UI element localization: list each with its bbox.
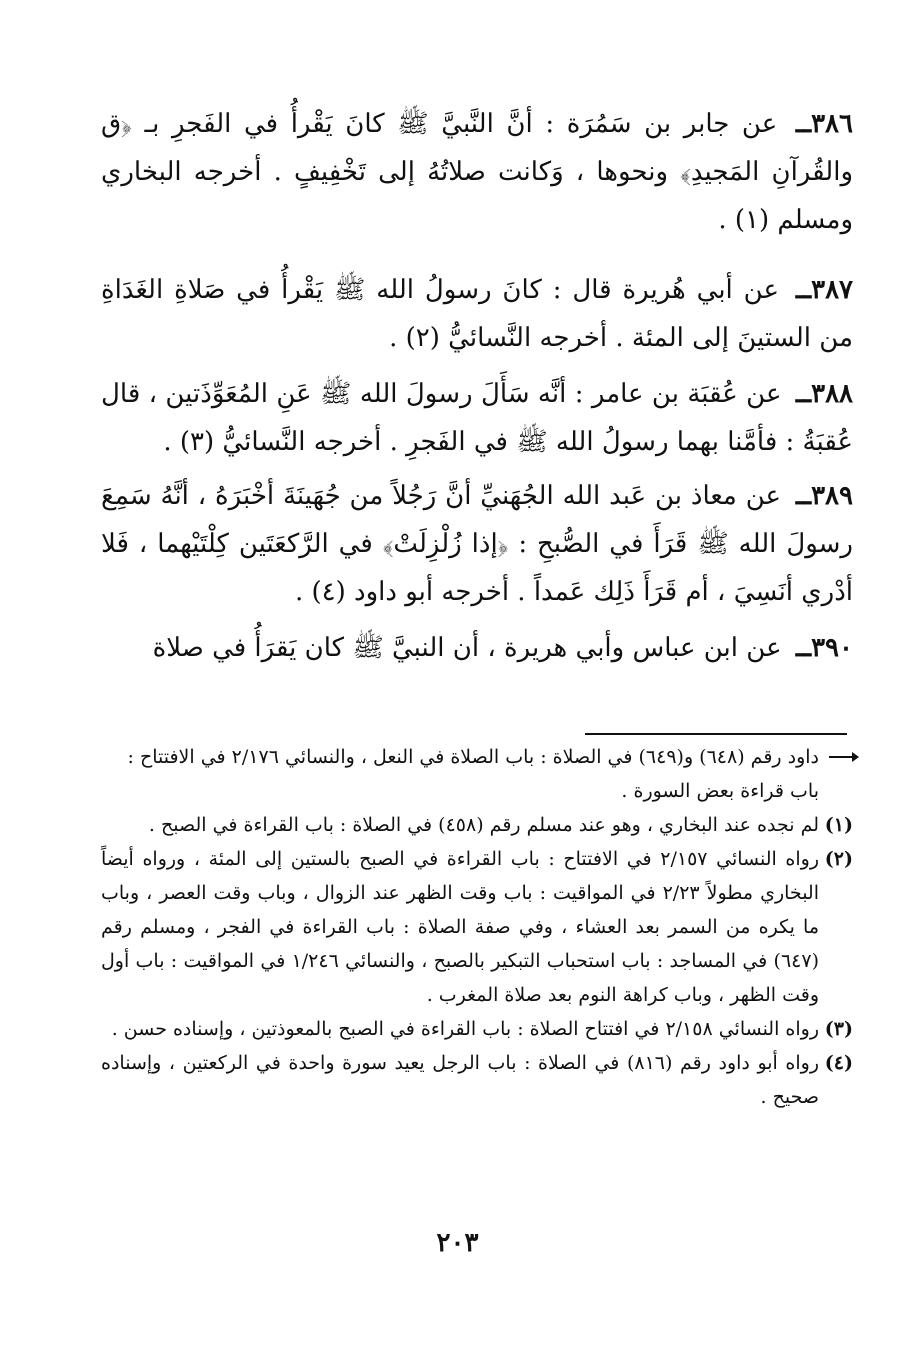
page-number: ٢٠٣ xyxy=(436,1228,479,1258)
hadith-number: ٣٩٠ــ xyxy=(795,633,853,663)
footnote-1 xyxy=(101,808,853,842)
footnote-marker: (٤) xyxy=(824,1052,853,1074)
footnote-marker: (٢) xyxy=(824,848,853,870)
hadith-text: عن معاذ بن عَبد الله الجُهَنيِّ أنَّ رَجُلاً من جُهَينَةَ أخْبَرَهُ ، أنَّهُ سَمِعَ رسولَ الله ﷺ قَرَأَ في الصُّبحِ : ﴿إذا زُلْزِلَتْ﴾ في الرَّكعَتَين كِلْتَيْهما ، فَلا أدْري أنَسِيَ ، أم قَرَأَ ذَلِك عَمداً . أخرجه أبو داود (٤) . xyxy=(101,481,853,607)
footnote-2 xyxy=(101,842,853,1012)
footnote-continuation xyxy=(101,740,853,808)
hadith-number: ٣٨٦ــ xyxy=(795,109,853,139)
footnote-marker: (١) xyxy=(824,814,853,836)
hadith-number: ٣٨٨ــ xyxy=(795,379,854,409)
footnote-4 xyxy=(101,1046,853,1114)
hadith-390 xyxy=(101,624,853,672)
footnote-text: رواه النسائي ٢/١٥٨ في افتتاح الصلاة : باب القراءة في الصبح بالمعوذتين ، وإسناده حسن . xyxy=(111,1018,819,1040)
footnote-text: رواه النسائي ٢/١٥٧ في الافتتاح : باب القراءة في الصبح بالستين إلى المئة ، ورواه أيضاً البخاري مطولاً ٢/٢٣ في المواقيت : باب وقت الظهر عند الزوال ، وباب وقت العصر ، وباب ما يكره من السمر بعد العشاء ، وفي صفة الصلاة : باب القراءة في الفجر ، ومسلم رقم (٦٤٧) في المساجد : باب استحباب التبكير بالصبح ، والنسائي ١/٢٤٦ في المواقيت : باب أول وقت الظهر ، وباب كراهة النوم بعد صلاة المغرب . xyxy=(101,848,820,1006)
hadith-text: عن عُقبَة بن عامر : أنَّه سَأَلَ رسولَ الله ﷺ عَنِ المُعَوِّذَتين ، قال عُقبَةُ : فأمَّنا بهما رسولُ الله ﷺ في الفَجرِ . أخرجه النَّسائيُّ (٣) . xyxy=(101,379,853,457)
continuation-arrow-icon xyxy=(829,756,853,758)
hadith-text: عن أبي هُريرة قال : كانَ رسولُ الله ﷺ يَقْرأُ في صَلاةِ الغَدَاةِ من الستينَ إلى المئة . أخرجه النَّسائيُّ (٢) . xyxy=(101,275,853,353)
footnote-text: لم نجده عند البخاري ، وهو عند مسلم رقم (٤٥٨) في الصلاة : باب القراءة في الصبح . xyxy=(148,814,819,836)
hadith-386 xyxy=(101,100,853,244)
hadith-text: عن ابن عباس وأبي هريرة ، أن النبيَّ ﷺ كان يَقرَأُ في صلاة xyxy=(152,633,782,663)
hadith-387 xyxy=(101,266,853,362)
footnote-divider xyxy=(585,733,847,735)
footnote-text: رواه أبو داود رقم (٨١٦) في الصلاة : باب الرجل يعيد سورة واحدة في الركعتين ، وإسناده صحيح . xyxy=(101,1052,819,1108)
hadith-388 xyxy=(101,370,853,466)
footnote-text: داود رقم (٦٤٨) و(٦٤٩) في الصلاة : باب الصلاة في النعل ، والنسائي ٢/١٧٦ في الافتتاح : باب قراءة بعض السورة . xyxy=(127,746,819,802)
footnotes xyxy=(101,740,853,1114)
hadith-389 xyxy=(101,472,853,616)
hadith-text: عن جابر بن سَمُرَة : أنَّ النَّبيَّ ﷺ كانَ يَقْرأُ في الفَجرِ بـ ﴿ق والقُرآنِ المَجيدِ﴾ ونحوها ، وَكانت صلاتُهُ إلى تَخْفِيفٍ . أخرجه البخاري ومسلم (١) . xyxy=(101,109,853,235)
footnote-marker: (٣) xyxy=(824,1018,853,1040)
hadith-number: ٣٨٩ــ xyxy=(795,481,853,511)
footnote-3 xyxy=(101,1012,853,1046)
hadith-number: ٣٨٧ــ xyxy=(795,275,854,305)
